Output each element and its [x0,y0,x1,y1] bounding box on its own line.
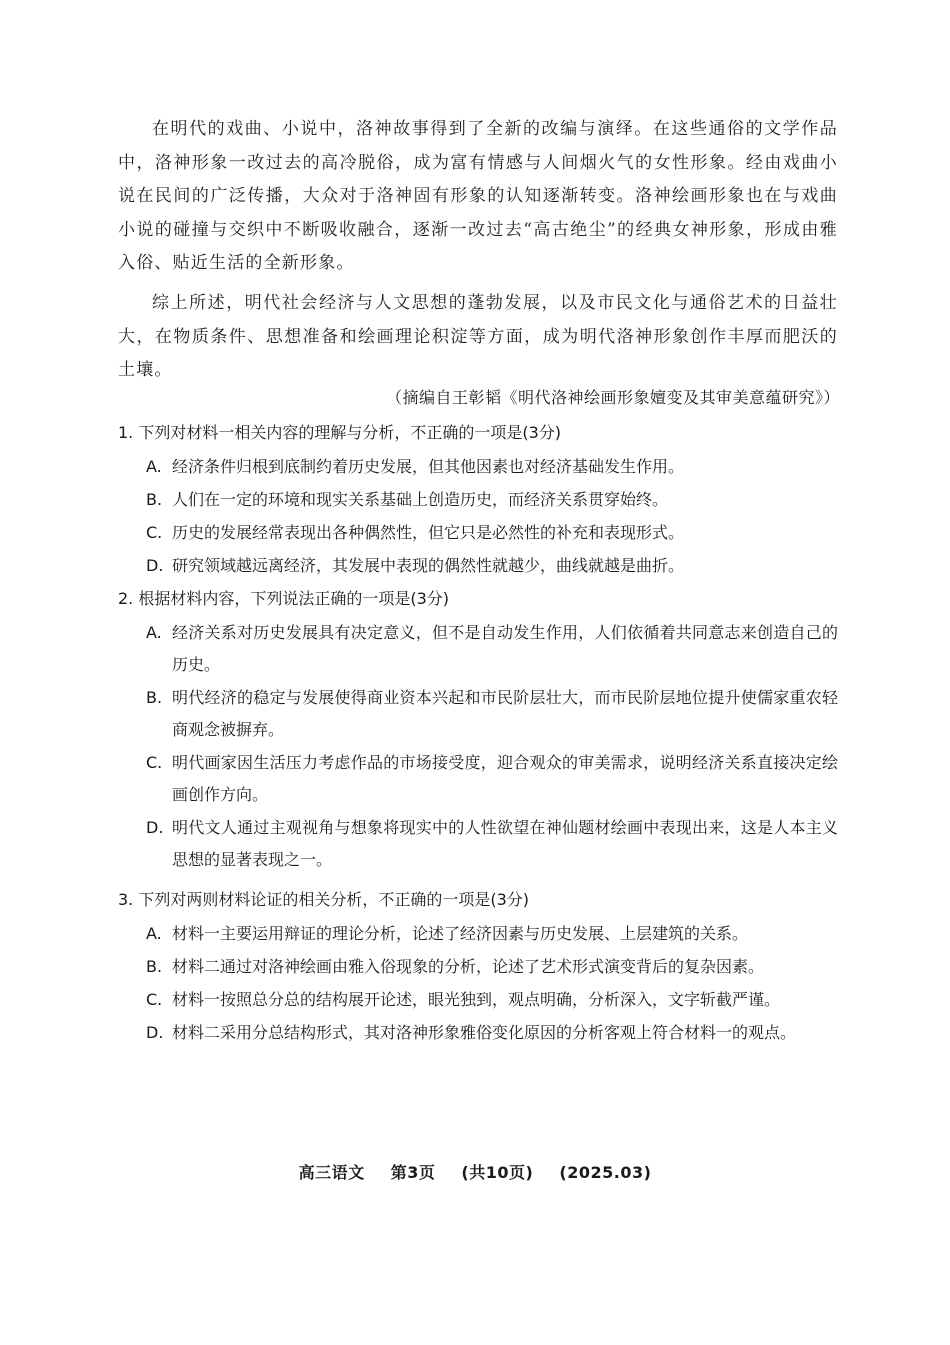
option-letter: B. [146,490,163,509]
option-text: 材料一按照总分总的结构展开论述，眼光独到，观点明确，分析深入，文字斩截严谨。 [172,990,781,1009]
question-stem: 1. 下列对材料一相关内容的理解与分析，不正确的一项是(3分) [118,423,562,442]
option-letter: D. [146,556,164,575]
option-text: 经济条件归根到底制约着历史发展，但其他因素也对经济基础发生作用。 [172,457,685,476]
option-c[interactable] [146,984,838,1016]
option-b[interactable] [146,682,838,746]
option-letter: B. [146,957,163,976]
question-stem: 2. 根据材料内容，下列说法正确的一项是(3分) [118,589,450,608]
footer-total-pages: (共10页) [461,1163,534,1182]
option-text: 研究领域越远离经济，其发展中表现的偶然性就越少，曲线就越是曲折。 [172,556,685,575]
option-letter: C. [146,753,163,772]
option-c[interactable] [146,517,838,549]
question-stem: 3. 下列对两则材料论证的相关分析，不正确的一项是(3分) [118,890,530,909]
option-b[interactable] [146,951,838,983]
passage-paragraph-1: 在明代的戏曲、小说中，洛神故事得到了全新的改编与演绎。在这些通俗的文学作品中，洛神形象一改过去的高冷脱俗，成为富有情感与人间烟火气的女性形象。经由戏曲小说在民间的广泛传播，大众对于洛神固有形象的认知逐渐转变。洛神绘画形象也在与戏曲小说的碰撞与交织中不断吸收融合，逐渐一改过去“高古绝尘”的经典女神形象，形成由雅入俗、贴近生活的全新形象。 [118,119,838,273]
option-c[interactable] [146,747,838,811]
option-d[interactable] [146,812,838,876]
option-text: 经济关系对历史发展具有决定意义，但不是自动发生作用，人们依循着共同意志来创造自己的历史。 [172,623,838,674]
question-3 [118,885,838,1049]
option-a[interactable] [146,918,838,950]
option-letter: D. [146,818,164,837]
option-letter: B. [146,688,163,707]
option-text: 人们在一定的环境和现实关系基础上创造历史，而经济关系贯穿始终。 [172,490,669,509]
option-a[interactable] [146,451,838,483]
question-1 [118,418,838,582]
option-letter: A. [146,623,162,642]
option-text: 明代画家因生活压力考虑作品的市场接受度，迎合观众的审美需求，说明经济关系直接决定绘画创作方向。 [172,753,838,804]
passage-source-citation: （摘编自王彰韬《明代洛神绘画形象嬗变及其审美意蕴研究》） [385,388,840,407]
option-letter: A. [146,924,162,943]
question-2 [118,584,838,876]
option-text: 明代经济的稳定与发展使得商业资本兴起和市民阶层壮大，而市民阶层地位提升使儒家重农轻商观念被摒弃。 [172,688,838,739]
page-footer [0,1160,950,1183]
footer-date: (2025.03) [559,1163,652,1182]
option-text: 明代文人通过主观视角与想象将现实中的人性欲望在神仙题材绘画中表现出来，这是人本主义思想的显著表现之一。 [172,818,838,869]
option-text: 历史的发展经常表现出各种偶然性，但它只是必然性的补充和表现形式。 [172,523,685,542]
footer-subject: 高三语文 [298,1163,365,1182]
option-a[interactable] [146,617,838,681]
option-letter: C. [146,990,163,1009]
option-letter: A. [146,457,162,476]
option-d[interactable] [146,550,838,582]
passage-paragraph-2: 综上所述，明代社会经济与人文思想的蓬勃发展，以及市民文化与通俗艺术的日益壮大，在物质条件、思想准备和绘画理论积淀等方面，成为明代洛神形象创作丰厚而肥沃的土壤。 [118,293,838,380]
option-text: 材料二采用分总结构形式，其对洛神形象雅俗变化原因的分析客观上符合材料一的观点。 [172,1023,797,1042]
option-d[interactable] [146,1017,838,1049]
option-b[interactable] [146,484,838,516]
option-letter: C. [146,523,163,542]
option-text: 材料二通过对洛神绘画由雅入俗现象的分析，论述了艺术形式演变背后的复杂因素。 [172,957,765,976]
footer-page-number: 第3页 [390,1163,436,1182]
option-letter: D. [146,1023,164,1042]
option-text: 材料一主要运用辩证的理论分析，论述了经济因素与历史发展、上层建筑的关系。 [172,924,749,943]
